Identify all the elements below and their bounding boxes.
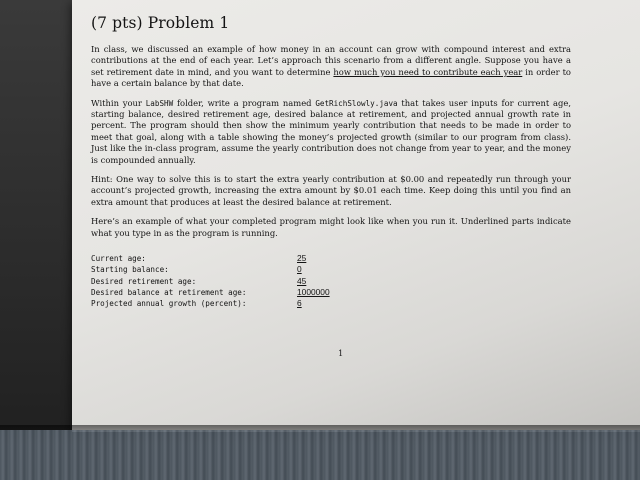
example-label: Desired balance at retirement age: xyxy=(91,287,247,297)
example-value: 45 xyxy=(297,275,307,286)
example-value: 0 xyxy=(297,264,302,275)
intro-paragraph xyxy=(91,44,571,90)
example-label: Starting balance: xyxy=(91,265,169,275)
example-row xyxy=(91,253,571,264)
intro-underlined: how much you need to contribute each year xyxy=(333,66,523,77)
fabric-backdrop xyxy=(0,430,640,480)
example-value: 6 xyxy=(297,297,302,308)
example-row xyxy=(91,264,571,275)
instructions-paragraph xyxy=(91,98,571,166)
example-label: Projected annual growth (percent): xyxy=(91,298,247,308)
intro-text: In class, we discussed an example of how money in an account can grow with compound interest and extra contributions at the end of each year. Let’s approach this scenario from a different angle. Suppose you have a set retirement date in mind, and you want to determine xyxy=(91,44,571,77)
instructions-text-2: folder, write a program named xyxy=(173,97,316,108)
instructions-text-3: that takes user inputs for current age, starting balance, desired retirement age, desired balance at retirement, and projected annual growth rate in percent. The program should then show the minimum yearly contribution that needs to be made in order to meet that goal, along with a table showing the money’s projected growth (similar to our program from class). Just like the in-class program, assume the yearly contribution does not change from year to year, and the money is compounded annually. xyxy=(91,97,572,165)
example-value: 25 xyxy=(297,253,307,264)
example-value: 1000000 xyxy=(297,286,330,297)
document-page xyxy=(91,14,571,309)
problem-title: (7 pts) Problem 1 xyxy=(91,14,230,32)
example-label: Desired retirement age: xyxy=(91,276,197,286)
page-number: 1 xyxy=(338,348,344,358)
example-label: Current age: xyxy=(91,254,146,264)
instructions-text: Within your xyxy=(91,97,146,108)
example-row xyxy=(91,287,571,298)
file-name: GetRichSlowly.java xyxy=(315,98,398,108)
example-row xyxy=(91,298,571,309)
example-row xyxy=(91,276,571,287)
example-intro-paragraph: Here’s an example of what your completed program might look like when you run it. Underlined parts indicate what you type in as the program is running. xyxy=(91,216,571,238)
hint-paragraph: Hint: One way to solve this is to start the extra yearly contribution at $0.00 and repeatedly run through your account’s projected growth, increasing the extra amount by $0.01 each time. Keep doing this until you find an extra amount that produces at least the desired balance at retirement. xyxy=(91,174,571,207)
intro-text-end: in order to have a certain balance by that date. xyxy=(91,66,571,89)
folder-name: LabSHW xyxy=(145,98,174,108)
example-run xyxy=(91,253,571,309)
